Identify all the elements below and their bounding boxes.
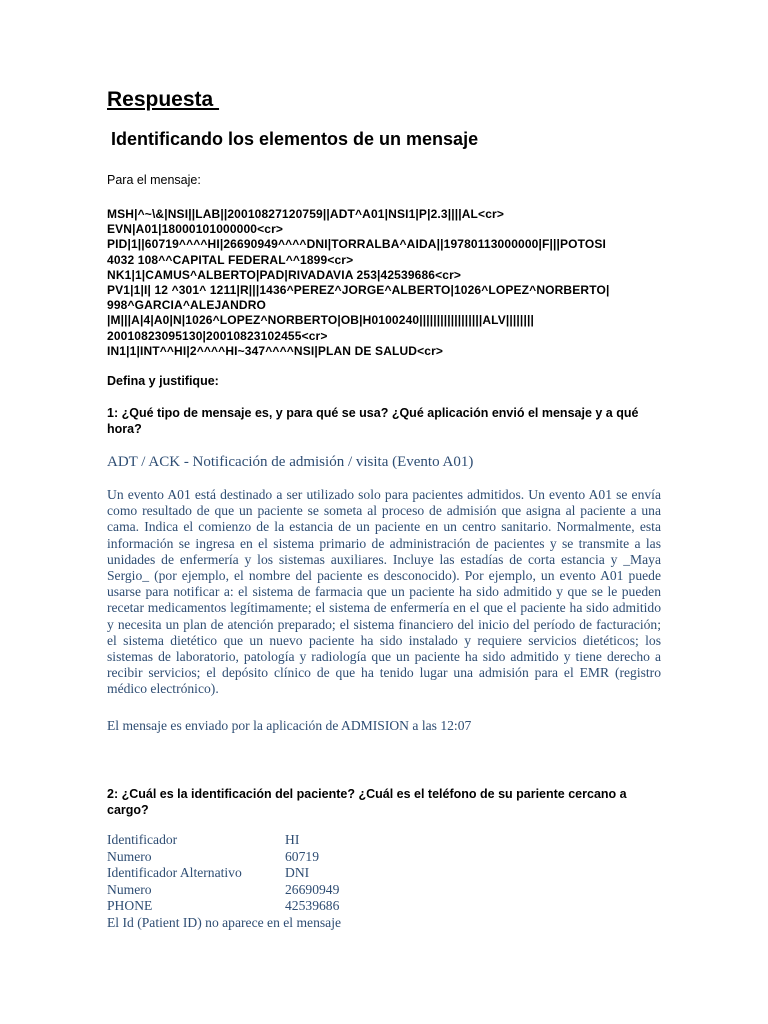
message-line: PV1|1|I| 12 ^301^ 1211|R|||1436^PEREZ^JORGE^ALBERTO|1026^LOPEZ^NORBERTO|: [107, 283, 610, 298]
id-row-value: DNI: [285, 865, 310, 880]
define-label: Defina y justifique:: [107, 374, 219, 388]
message-line: 4032 108^^CAPITAL FEDERAL^^1899<cr>: [107, 252, 354, 267]
id-row-value: 26690949: [285, 881, 340, 897]
question-2: 2: ¿Cuál es la identificación del paciente? ¿Cuál es el teléfono de su pariente cercano a cargo?: [107, 787, 627, 817]
answer-1-paragraph: Un evento A01 está destinado a ser utilizado solo para pacientes admitidos. Un evento A01 se envía como resultado de que un paciente se someta al proceso de admisión que asigna al paciente a una cama. Indica el comienzo de la estancia de un paciente en un centro sanitario. Normalmente, esta información se ingresa en el sistema primario de administración de pacientes y se transmite a las unidades de enfermería y los sistemas auxiliares. Incluye las estadías de corta estancia y _Maya Sergio_ (por ejemplo, el nombre del paciente es desconocido). Por ejemplo, un evento A01 puede usarse para notificar a: el sistema de farmacia que un paciente ha sido admitido y que se le pueden recetar medicamentos legítimamente; el sistema de enfermería en el que el paciente ha sido admitido y necesita un plan de atención preparado; el sistema financiero del inicio del período de facturación; el sistema dietético que un nuevo paciente ha sido instalado y requiere servicios dietéticos; los sistemas de laboratorio, patología y radiología que un paciente ha sido admitido y tiene derecho a recibir servicios; el depósito clínico de que ha tenido lugar una admisión para el EMR (registro médico electrónico).: [107, 487, 661, 697]
id-row-label: Identificador Alternativo: [107, 865, 242, 880]
message-line: IN1|1|INT^^HI|2^^^^HI~347^^^^NSI|PLAN DE SALUD<cr>: [107, 343, 444, 358]
answer-1-heading: ADT / ACK - Notificación de admisión / visita (Evento A01): [107, 454, 474, 470]
section-heading: Identificando los elementos de un mensaje: [111, 129, 479, 149]
id-note-text: El Id (Patient ID) no aparece en el mensaje: [107, 914, 342, 930]
intro-text: Para el mensaje:: [107, 173, 201, 187]
message-line: EVN|A01|18000101000000<cr>: [107, 222, 284, 237]
message-line: PID|1||60719^^^^HI|26690949^^^^DNI|TORRALBA^AIDA||19780113000000|F|||POTOSI: [107, 237, 607, 252]
id-row-value: 42539686: [285, 898, 340, 913]
message-line: |M|||A|4|A0|N|1026^LOPEZ^NORBERTO|OB|H0100240||||||||||||||||||ALV||||||||: [107, 313, 534, 328]
page-title: Respuesta: [107, 88, 220, 111]
message-line: MSH|^~\&|NSI||LAB||20010827120759||ADT^A01|NSI1|P|2.3||||AL<cr>: [107, 207, 504, 221]
id-row-label: Identificador: [107, 832, 178, 847]
hl7-message-block: [107, 207, 652, 359]
id-row-label: Numero: [107, 848, 152, 864]
message-line: 20010823095130|20010823102455<cr>: [107, 328, 328, 343]
message-line: 998^GARCIA^ALEJANDRO: [107, 298, 267, 313]
message-line: NK1|1|CAMUS^ALBERTO|PAD|RIVADAVIA 253|42539686<cr>: [107, 267, 462, 282]
id-row-label: Numero: [107, 881, 152, 897]
id-row-value: 60719: [285, 848, 319, 864]
answer-1-sender: El mensaje es enviado por la aplicación de ADMISION a las 12:07: [107, 718, 472, 733]
question-1: 1: ¿Qué tipo de mensaje es, y para qué se usa? ¿Qué aplicación envió el mensaje y a qué hora?: [107, 406, 639, 436]
id-row-label: PHONE: [107, 898, 153, 913]
id-row-value: HI: [285, 832, 300, 847]
